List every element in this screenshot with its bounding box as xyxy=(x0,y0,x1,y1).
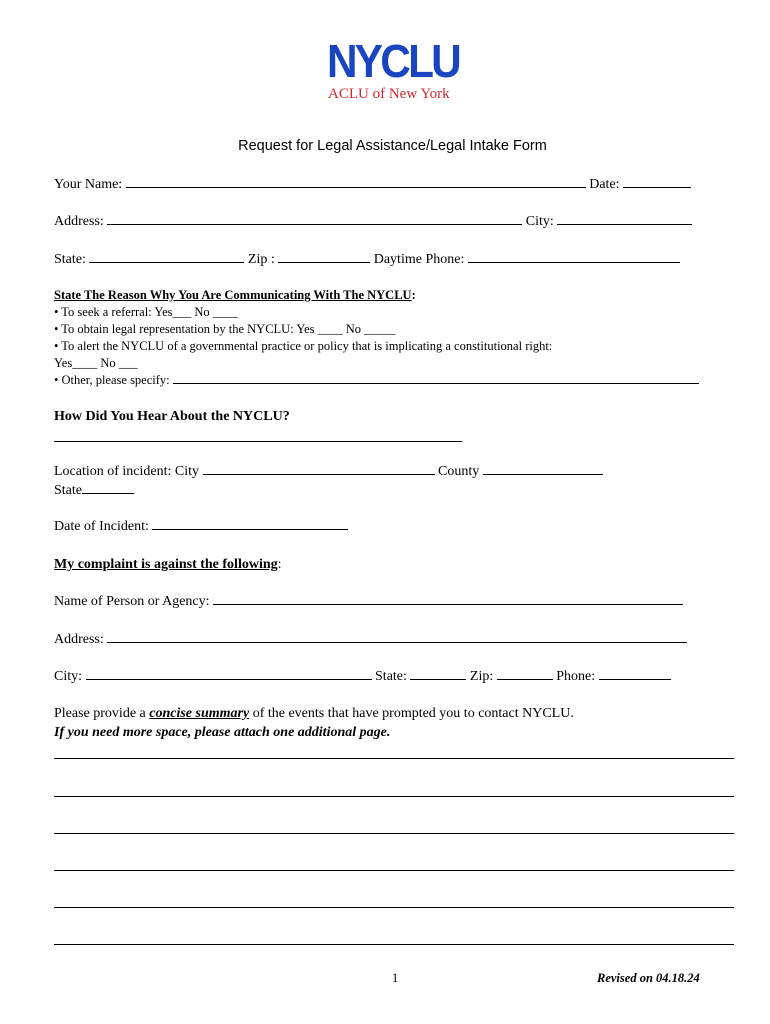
hear-answer-line[interactable] xyxy=(54,441,462,442)
summary-instruction xyxy=(54,706,574,722)
hear-heading: How Did You Hear About the NYCLU? xyxy=(54,409,290,424)
reason-heading-row xyxy=(54,288,416,303)
reason-heading: State The Reason Why You Are Communicating With The NYCLU xyxy=(54,288,412,302)
complaint-city-label: City: xyxy=(54,669,83,684)
state-field[interactable] xyxy=(89,261,244,263)
address-field[interactable] xyxy=(107,223,522,225)
complaint-heading-row xyxy=(54,557,282,573)
complaint-name-label: Name of Person or Agency: xyxy=(54,594,210,609)
logo-subtitle: ACLU of New York xyxy=(328,86,450,102)
summary-line-3[interactable] xyxy=(54,833,734,834)
complaint-address-field[interactable] xyxy=(107,641,687,643)
address-label: Address: xyxy=(54,214,104,229)
city-label: City: xyxy=(525,214,554,229)
reason-alert-yes-no: Yes____ No ___ xyxy=(54,356,138,370)
incident-state-row xyxy=(54,483,134,499)
complaint-heading-colon: : xyxy=(277,557,282,572)
complaint-state-label: State: xyxy=(375,669,407,684)
form-title: Request for Legal Assistance/Legal Intake Form xyxy=(238,138,547,154)
address-row xyxy=(54,214,692,230)
daytime-phone-field[interactable] xyxy=(468,261,680,263)
summary-line-4[interactable] xyxy=(54,870,734,871)
complaint-city-field[interactable] xyxy=(86,678,372,680)
summary-line-5[interactable] xyxy=(54,907,734,908)
incident-city-label: Location of incident: City xyxy=(54,464,200,479)
incident-date-label: Date of Incident: xyxy=(54,519,149,534)
state-label: State: xyxy=(54,252,86,267)
nyclu-logo: NYCLU xyxy=(327,35,459,87)
incident-county-label: County xyxy=(438,464,480,479)
zip-label: Zip : xyxy=(247,252,275,267)
complaint-heading: My complaint is against the following xyxy=(54,557,278,572)
summary-after: of the events that have prompted you to contact NYCLU. xyxy=(249,706,574,721)
incident-state-label: State xyxy=(54,483,82,498)
reason-other-label: • Other, please specify: xyxy=(54,373,170,387)
date-label: Date: xyxy=(589,177,620,192)
complaint-phone-field[interactable] xyxy=(599,678,671,680)
reason-other-row xyxy=(54,373,699,388)
summary-before: Please provide a xyxy=(54,706,150,721)
complaint-state-field[interactable] xyxy=(410,678,466,680)
reason-representation: • To obtain legal representation by the NYCLU: Yes ____ No _____ xyxy=(54,322,396,336)
your-name-label: Your Name: xyxy=(54,177,123,192)
daytime-phone-label: Daytime Phone: xyxy=(373,252,465,267)
complaint-zip-field[interactable] xyxy=(497,678,553,680)
your-name-field[interactable] xyxy=(126,186,586,188)
your-name-row xyxy=(54,177,691,193)
date-field[interactable] xyxy=(623,186,691,188)
complaint-phone-label: Phone: xyxy=(556,669,596,684)
summary-emphasis: concise summary xyxy=(149,706,250,721)
summary-note: If you need more space, please attach one additional page. xyxy=(54,725,391,740)
summary-line-6[interactable] xyxy=(54,944,734,945)
complaint-name-row xyxy=(54,594,683,610)
zip-field[interactable] xyxy=(278,261,370,263)
city-field[interactable] xyxy=(557,223,692,225)
incident-date-row xyxy=(54,519,348,535)
summary-line-2[interactable] xyxy=(54,796,734,797)
incident-state-field[interactable] xyxy=(82,492,134,494)
revised-date: Revised on 04.18.24 xyxy=(597,971,700,985)
reason-alert: • To alert the NYCLU of a governmental practice or policy that is implicating a constitutional right: xyxy=(54,339,553,353)
complaint-city-row xyxy=(54,669,671,685)
incident-county-field[interactable] xyxy=(483,473,603,475)
reason-referral: • To seek a referral: Yes___ No ____ xyxy=(54,305,238,319)
incident-date-field[interactable] xyxy=(152,528,348,530)
incident-location-row xyxy=(54,464,603,480)
reason-other-field[interactable] xyxy=(173,382,699,384)
state-row xyxy=(54,252,680,268)
complaint-zip-label: Zip: xyxy=(469,669,494,684)
complaint-address-label: Address: xyxy=(54,632,104,647)
complaint-name-field[interactable] xyxy=(213,603,683,605)
complaint-address-row xyxy=(54,632,687,648)
page-number: 1 xyxy=(392,971,399,985)
incident-city-field[interactable] xyxy=(203,473,435,475)
summary-line-1[interactable] xyxy=(54,758,734,759)
reason-heading-colon: : xyxy=(411,288,416,302)
